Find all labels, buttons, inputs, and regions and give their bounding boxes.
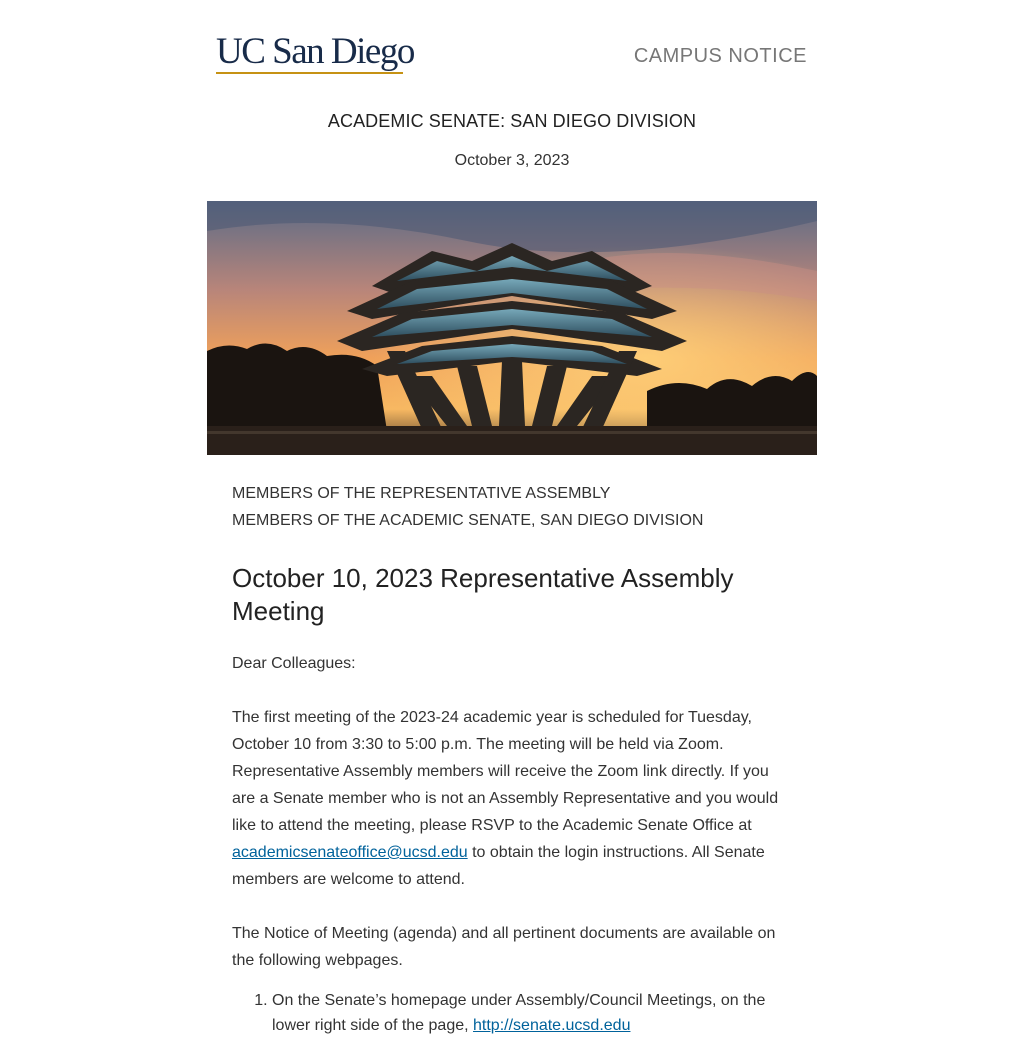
uc-san-diego-logo[interactable]	[216, 31, 414, 76]
documents-paragraph: The Notice of Meeting (agenda) and all pertinent documents are available on the following webpages.	[232, 925, 776, 969]
division-heading: ACADEMIC SENATE: SAN DIEGO DIVISION	[327, 111, 697, 131]
campus-notice-label: CAMPUS NOTICE	[633, 45, 807, 67]
meeting-title: October 10, 2023 Representative Assembly Meeting	[232, 563, 734, 626]
meeting-details-paragraph	[232, 704, 792, 893]
paragraph-text: The first meeting of the 2023-24 academic year is scheduled for Tuesday, October 10 from 3:30 to 5:00 p.m. The meeting will be held via Zoom. Representative Assembly members will receive the Zoom link directly. If you are a Senate member who is not an Assembly Representative and you would like to attend the meeting, please RSVP to the Academic Senate Office at	[232, 709, 779, 834]
logo-text: UC San Diego	[216, 31, 414, 72]
webpages-list	[232, 988, 792, 1038]
list-item	[272, 988, 792, 1038]
notice-date: October 3, 2023	[454, 152, 570, 169]
email-body	[207, 480, 817, 1038]
senate-office-email-link[interactable]: academicsenateoffice@ucsd.edu	[232, 844, 468, 861]
email-header	[207, 0, 817, 110]
recipients	[232, 480, 792, 534]
greeting: Dear Colleagues:	[232, 655, 356, 672]
recipient-line: MEMBERS OF THE REPRESENTATIVE ASSEMBLY	[232, 485, 611, 502]
list-item-text: On the Senate’s homepage under Assembly/Council Meetings, on the lower right side of the page,	[272, 992, 766, 1034]
logo-underline	[216, 72, 403, 74]
geisel-library-photo	[207, 201, 817, 455]
senate-homepage-link[interactable]: http://senate.ucsd.edu	[473, 1017, 631, 1034]
paragraph-text: to obtain the login instructions. All Senate members are welcome to attend.	[232, 844, 765, 888]
email-container	[207, 0, 817, 1038]
recipient-line: MEMBERS OF THE ACADEMIC SENATE, SAN DIEGO DIVISION	[232, 512, 704, 529]
